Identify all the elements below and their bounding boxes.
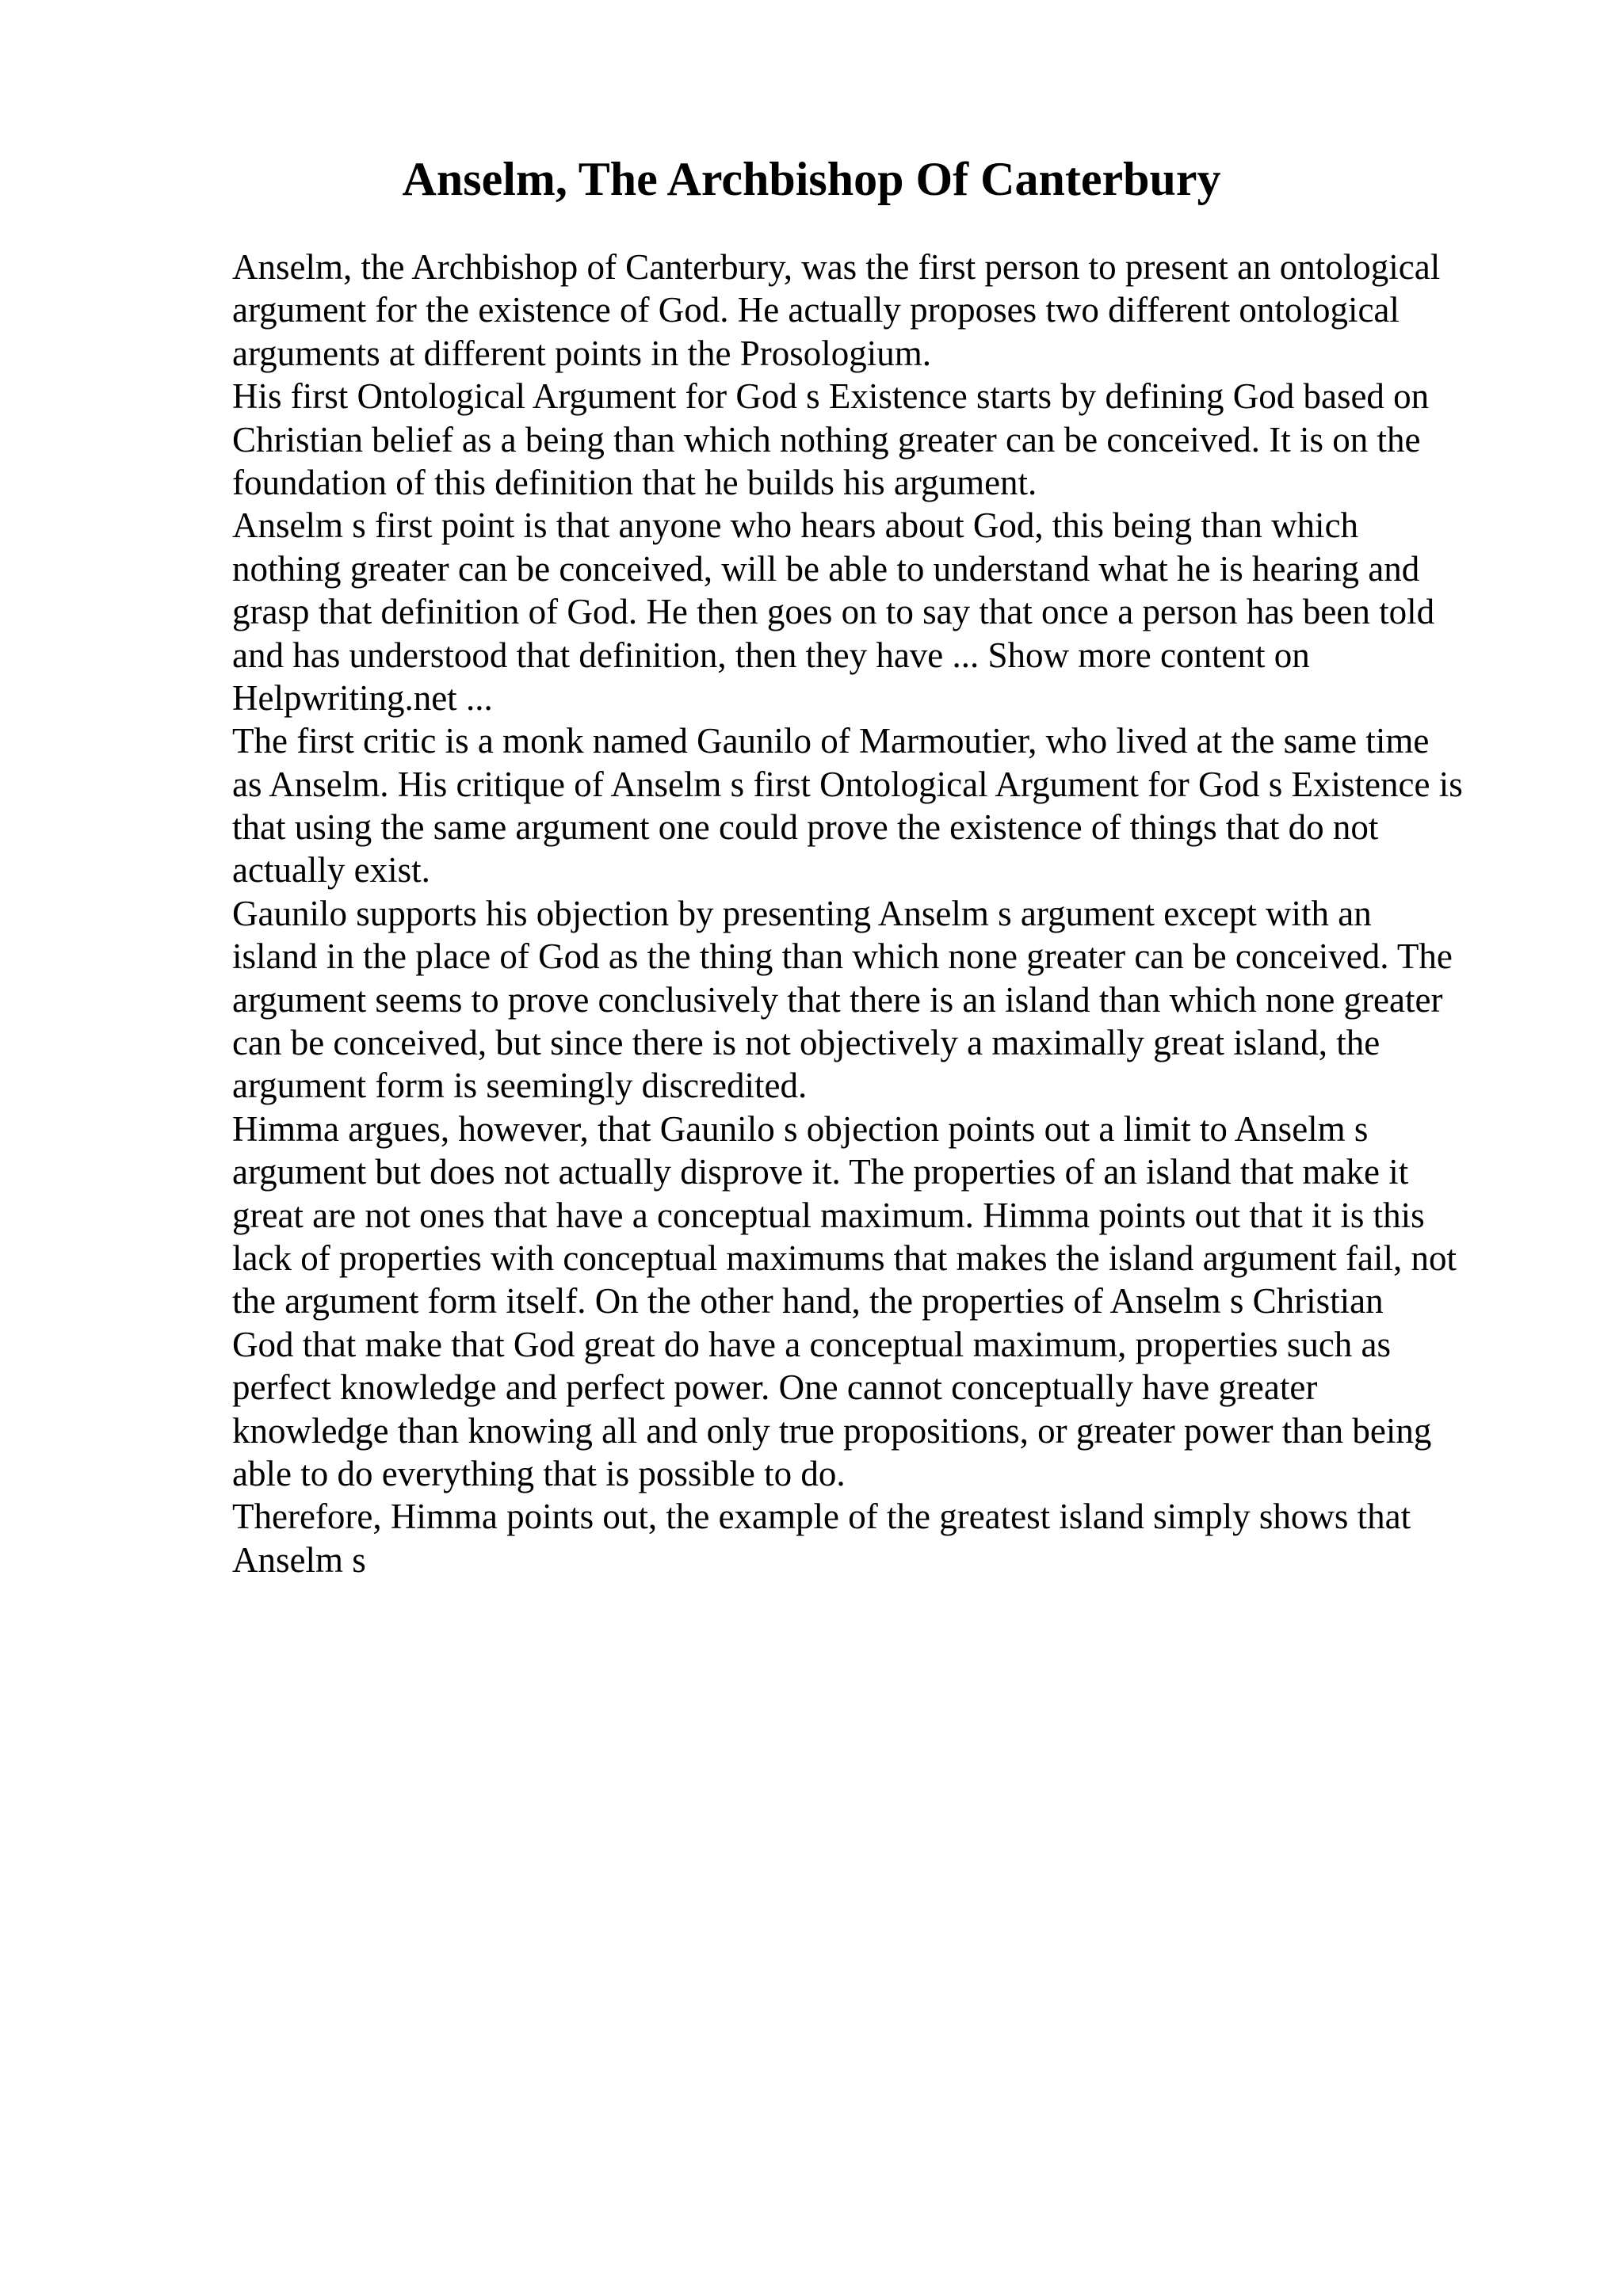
body-line: able to do everything that is possible to do. [232, 1453, 846, 1493]
body-line: argument for the existence of God. He actually proposes two different ontological [232, 290, 1400, 330]
document-body [232, 246, 1516, 1581]
body-line: the argument form itself. On the other hand, the properties of Anselm s Christian [232, 1281, 1384, 1322]
body-line: great are not ones that have a conceptual maximum. Himma points out that it is this [232, 1195, 1425, 1235]
body-line: nothing greater can be conceived, will be able to understand what he is hearing and [232, 548, 1420, 589]
body-line: knowledge than knowing all and only true propositions, or greater power than being [232, 1410, 1432, 1451]
body-line: His first Ontological Argument for God s Existence starts by defining God based on [232, 376, 1430, 417]
body-line: as Anselm. His critique of Anselm s first Ontological Argument for God s Existence is [232, 764, 1463, 804]
body-line: grasp that definition of God. He then goes on to say that once a person has been told [232, 592, 1435, 632]
body-line: island in the place of God as the thing than which none greater can be conceived. The [232, 936, 1453, 977]
body-line: can be conceived, but since there is not objectively a maximally great island, the [232, 1023, 1381, 1063]
body-line: The first critic is a monk named Gaunilo of Marmoutier, who lived at the same time [232, 721, 1430, 761]
body-line: arguments at different points in the Prosologium. [232, 333, 931, 373]
body-line: Himma argues, however, that Gaunilo s objection points out a limit to Anselm s [232, 1108, 1369, 1149]
body-line: Gaunilo supports his objection by presenting Anselm s argument except with an [232, 893, 1372, 933]
body-line: that using the same argument one could prove the existence of things that do not [232, 807, 1379, 848]
body-line: Anselm, the Archbishop of Canterbury, was the first person to present an ontological [232, 247, 1441, 287]
body-line: actually exist. [232, 850, 430, 891]
body-line: God that make that God great do have a conceptual maximum, properties such as [232, 1324, 1392, 1364]
body-line: argument form is seemingly discredited. [232, 1066, 808, 1106]
body-line: Anselm s [232, 1539, 366, 1580]
body-line: perfect knowledge and perfect power. One cannot conceptually have greater [232, 1367, 1318, 1408]
body-line: Christian belief as a being than which nothing greater can be conceived. It is on the [232, 419, 1421, 460]
body-line: argument seems to prove conclusively that there is an island than which none greater [232, 979, 1443, 1020]
document-title: Anselm, The Archbishop Of Canterbury [402, 153, 1221, 205]
body-line: lack of properties with conceptual maximums that makes the island argument fail, not [232, 1238, 1457, 1278]
body-line: and has understood that definition, then they have ... Show more content on [232, 635, 1310, 675]
body-line: foundation of this definition that he builds his argument. [232, 462, 1037, 502]
body-line: Helpwriting.net ... [232, 677, 493, 718]
body-line: Therefore, Himma points out, the example of the greatest island simply shows that [232, 1497, 1411, 1537]
body-line: Anselm s first point is that anyone who hears about God, this being than which [232, 505, 1359, 546]
body-line: argument but does not actually disprove it. The properties of an island that make it [232, 1152, 1409, 1192]
